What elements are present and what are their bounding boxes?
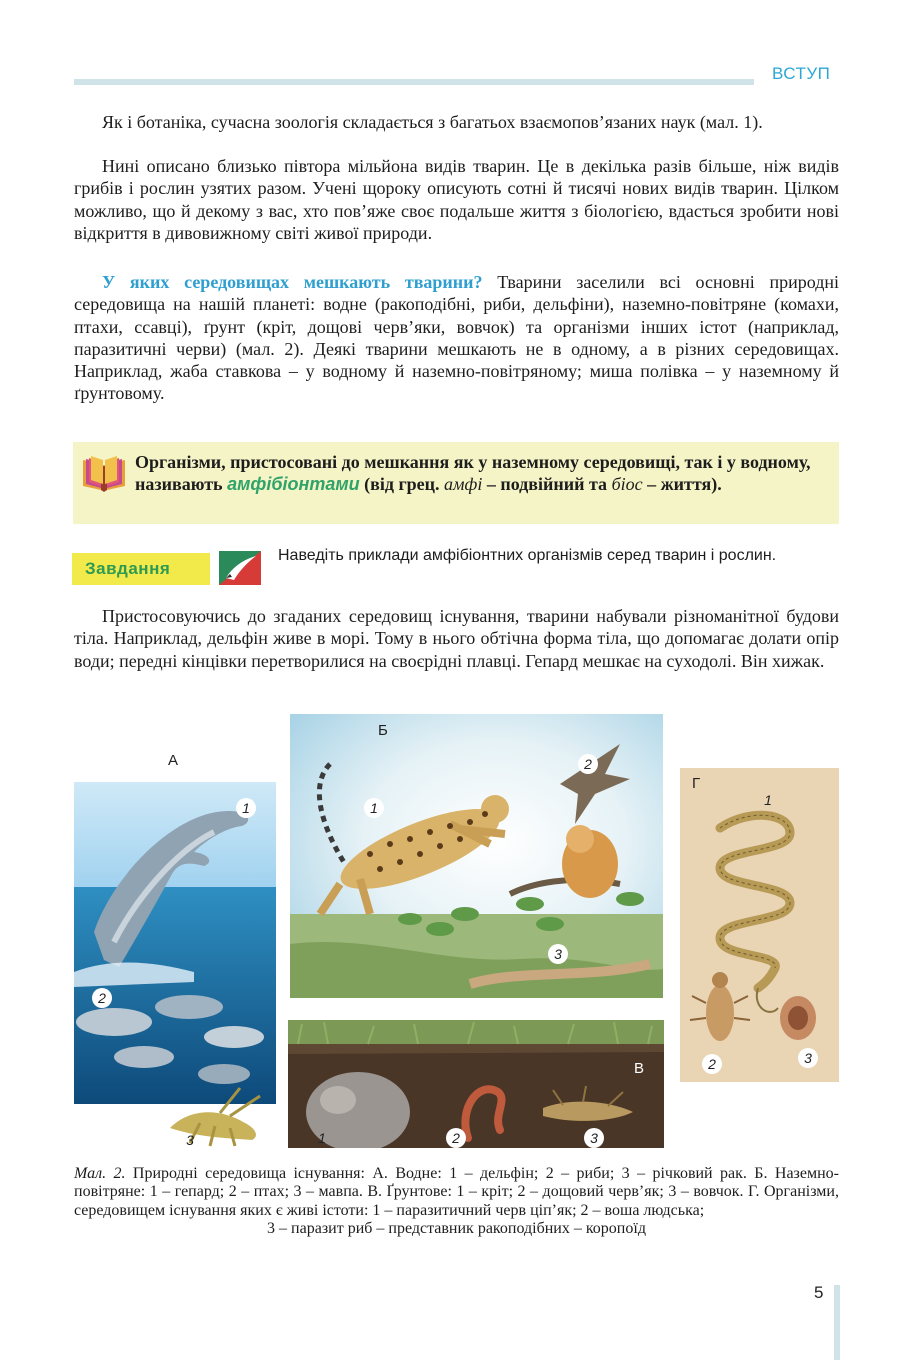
paragraph-2: Нині описано близько півтора мільйона видів тварин. Це в декілька разів більше, ніж видів грибів і рослин узятих разом. Учені щороку описують сотні й тисячі нових видів тварин. Цілком можливо, що й декому з вас, хто пов’яже своє подальше життя з біологією, вдасться зробити нові відкриття в дивовижному світі живої природи. <box>74 156 839 243</box>
paragraph-3-text: Тварини заселили всі основні природні середовища на нашій планеті: водне (ракоподібні, риби, дельфіни), наземно-повітряне (комахи, птахи, ссавці), ґрунт (кріт, дощові черв’яки, вовчок) та організми інших істот (наприклад, паразитичні черви) (мал. 2). Деякі тварини мешкають не в одному, а в різних середовищах. Наприклад, жаба ставкова – у водному й наземно-повітряному; миша полівка – у наземному й ґрунтовому. <box>74 272 839 404</box>
task-badge <box>72 553 210 585</box>
figure-b-land-air-image <box>290 714 663 998</box>
definition-part-3: – подвійний та <box>482 474 612 495</box>
pen-icon <box>218 550 262 586</box>
figure-b-letter: Б <box>378 722 388 739</box>
figure-a-label-1: 1 <box>236 798 256 818</box>
task-text: Наведіть приклади амфібіонтних організмів серед тварин і рослин. <box>278 547 777 564</box>
caption-label: Мал. 2. <box>74 1165 126 1182</box>
figure-b-label-2: 2 <box>578 754 598 774</box>
figure-a-label-2: 2 <box>92 988 112 1008</box>
figure-v-soil-image <box>288 1020 664 1148</box>
figure-v-label-3: 3 <box>584 1128 604 1148</box>
definition-part-1: Організми, пристосовані до мешкання як у наземному середовищі, так і у водному, називають <box>135 452 811 495</box>
figure-g-label-1: 1 <box>764 792 772 808</box>
header-rule <box>74 79 754 85</box>
page-number: 5 <box>814 1283 824 1302</box>
definition-part-4: – життя). <box>642 474 722 495</box>
definition-term: амфібіонтами <box>227 474 360 495</box>
figure-g-label-3: 3 <box>798 1048 818 1068</box>
figure-a-label-3: 3 <box>186 1132 194 1148</box>
figure-g-label-2: 2 <box>702 1054 722 1074</box>
figure-a-letter: А <box>168 752 179 769</box>
figure-v-label-1: 1 <box>318 1130 326 1146</box>
figure-b-label-3: 3 <box>548 944 568 964</box>
definition-box <box>73 442 839 524</box>
caption-last-line: 3 – паразит риб – представник ракоподібних – коропоїд <box>267 1219 646 1237</box>
definition-part-2: (від грец. <box>359 474 445 495</box>
greek-word-2: біос <box>611 474 643 495</box>
figure-v-label-2: 2 <box>446 1128 466 1148</box>
figure-a-crayfish-image <box>160 1078 270 1148</box>
question-heading: У яких середовищах мешкають тварини? <box>102 272 483 292</box>
figure-g-parasites-image <box>680 768 839 1082</box>
figure-g-letter: Г <box>692 775 701 792</box>
section-title: ВСТУП <box>772 64 831 83</box>
greek-word-1: амфі <box>444 474 483 495</box>
figure-v-letter: В <box>634 1060 645 1077</box>
figure-b-label-1: 1 <box>364 798 384 818</box>
caption-text: Природні середовища існування: А. Водне: 1 – дельфін; 2 – риби; 3 – річковий рак. Б. Наземно-повітряне: 1 – гепард; 2 – птах; 3 – мавпа. В. Ґрунтове: 1 – кріт; 2 – дощовий черв’як; 3 – вовчок. Г. Організми, середовищем існування яких є живі істоти: 1 – паразитичний черв ціп’як; 2 – воша людська; <box>74 1165 839 1219</box>
paragraph-1: Як і ботаніка, сучасна зоологія складається з багатьох взаємопов’язаних наук (мал. 1). <box>102 112 763 132</box>
figure-a-water-image <box>74 782 276 1104</box>
paragraph-4: Пристосовуючись до згаданих середовищ існування, тварини набували різноманітної будови тіла. Наприклад, дельфін живе в морі. Тому в нього обтічна форма тіла, що допомагає долати опір води; передні кінцівки перетворилися на своєрідні плавці. Гепард мешкає на суходолі. Він хижак. <box>74 606 839 671</box>
definition-text <box>135 451 835 496</box>
paragraph-3 <box>74 271 839 405</box>
page-side-bar <box>834 1285 840 1360</box>
book-icon <box>79 454 129 494</box>
task-label: Завдання <box>85 559 171 578</box>
figure-caption <box>74 1165 839 1238</box>
